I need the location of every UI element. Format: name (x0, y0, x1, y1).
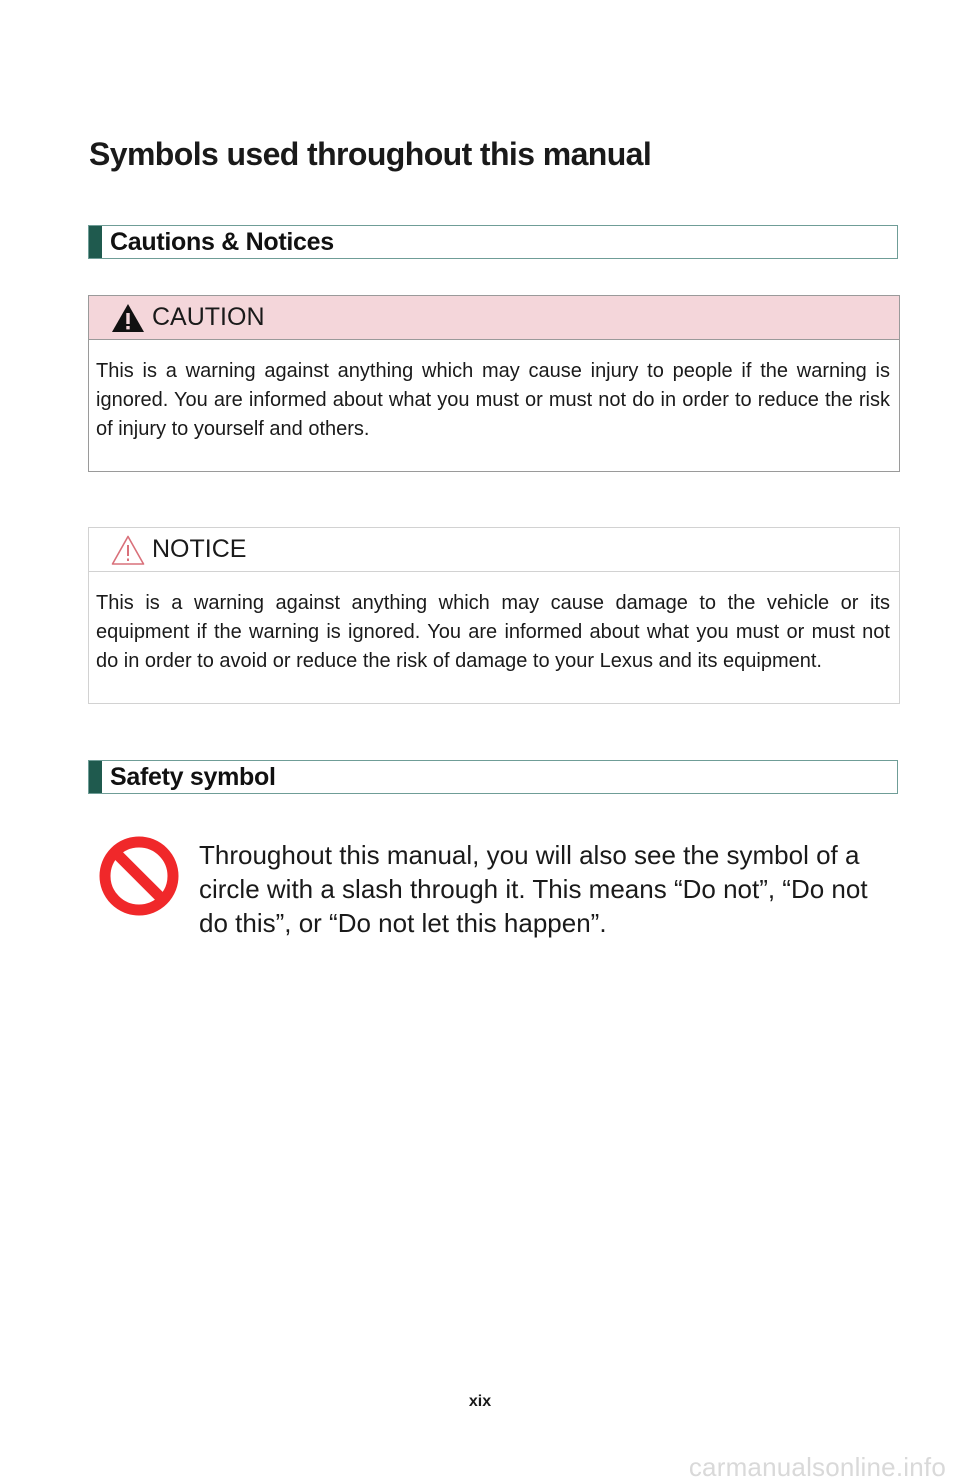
section-header-accent-bar (89, 761, 102, 793)
prohibition-icon (99, 836, 179, 916)
watermark: carmanualsonline.info (688, 1452, 946, 1482)
section-header-label: Safety symbol (110, 762, 276, 791)
notice-text: This is a warning against anything which may cause damage to the vehicle or its equipment if the warning is ignored. You are informed about what you must or must not do in order to avoid or reduce the risk of damage to your Lexus and its equipment. (96, 592, 890, 672)
caution-box (88, 295, 900, 472)
section-header-accent-bar (89, 226, 102, 258)
page-number: xix (468, 1393, 492, 1410)
caution-label: CAUTION (152, 303, 265, 331)
caution-header (89, 296, 899, 340)
caution-text: This is a warning against anything which may cause injury to people if the warning is ignored. You are informed about what you must or must not do in order to reduce the risk of injury to yourself and others. (96, 360, 890, 440)
warning-triangle-filled-icon (110, 302, 146, 334)
section-header-cautions (88, 225, 898, 259)
section-header-label: Cautions & Notices (110, 227, 334, 256)
safety-symbol-text: Throughout this manual, you will also see the symbol of a circle with a slash through it. This means “Do not”, “Do not do this”, or “Do not let this happen”. (199, 840, 868, 938)
notice-label: NOTICE (152, 535, 247, 563)
warning-triangle-outline-icon (110, 534, 146, 566)
notice-header (89, 528, 899, 572)
section-header-safety (88, 760, 898, 794)
page-title: Symbols used throughout this manual (89, 136, 652, 172)
notice-box (88, 527, 900, 704)
